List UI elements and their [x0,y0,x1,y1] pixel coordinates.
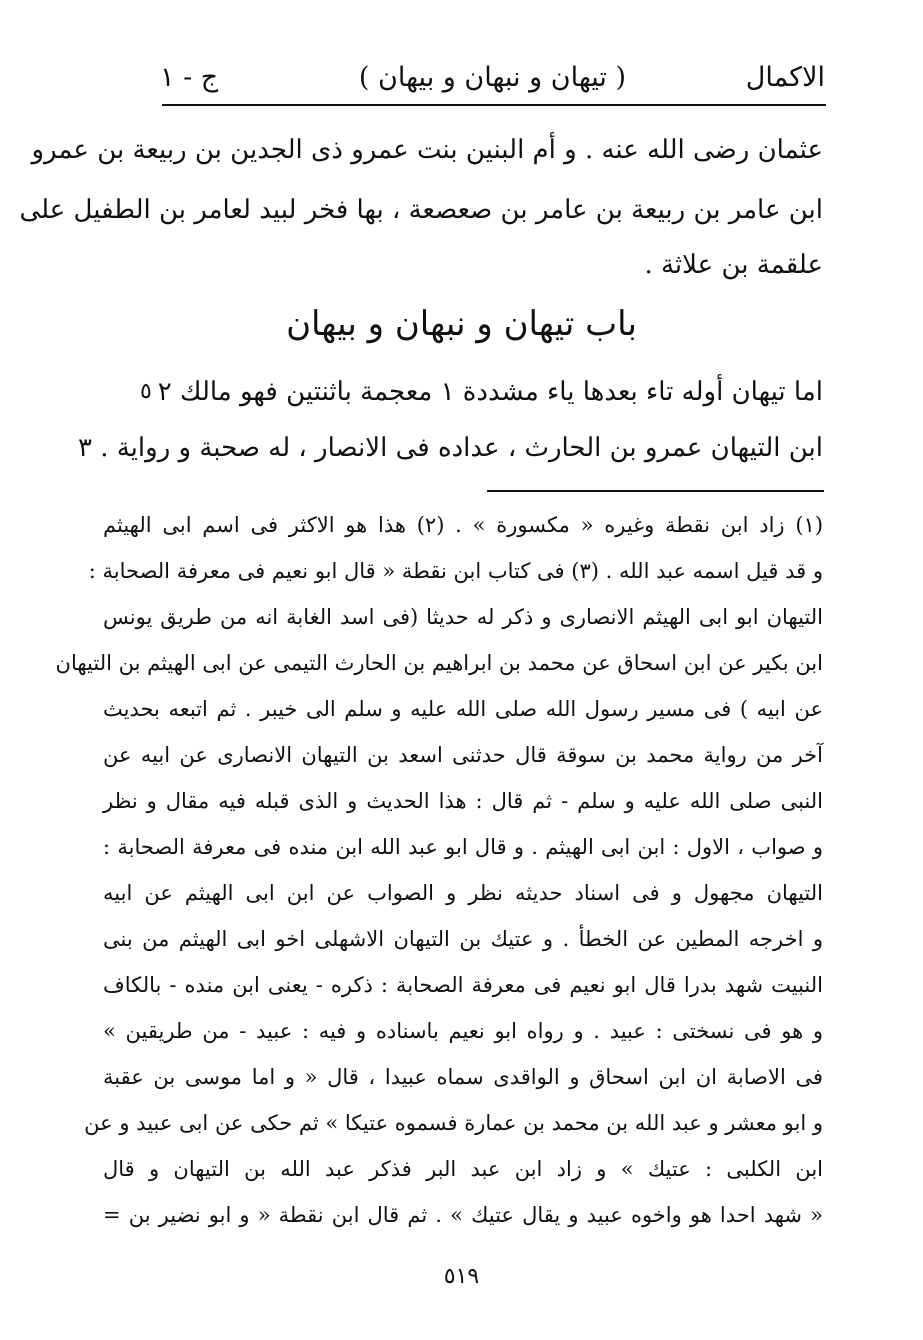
footnote-line: ابن الكلبى : عتيك » و زاد ابن عبد البر فذكر عبد الله بن التيهان و قال [103,1157,823,1181]
footnote-line: التيهان مجهول و فى اسناد حديثه نظر و الصواب عن ابن ابى الهيثم عن ابيه [103,881,823,905]
footnote-rule [487,490,824,492]
footnote-line: و صواب ، الاول : ابن ابى الهيثم . و قال ابو عبد الله ابن منده فى معرفة الصحابة : [103,835,823,859]
footnote-line: و قد قيل اسمه عبد الله . (٣) فى كتاب ابن نقطة « قال ابو نعيم فى معرفة الصحابة : [88,559,823,583]
footnote-line: (١) زاد ابن نقطة وغيره « مكسورة » . (٢) هذا هو الاكثر فى اسم ابى الهيثم [103,513,824,537]
footnote-line: النبى صلى الله عليه و سلم - ثم قال : هذا الحديث و الذى قبله فيه مقال و نظر [103,789,823,813]
footnote-line: آخر من رواية محمد بن سوقة قال حدثنى اسعد بن التيهان الانصارى عن ابيه عن [103,743,823,767]
footnote-line: « شهد احدا هو واخوه عبيد و يقال عتيك » . ثم قال ابن نقطة « و ابو نضير بن = [103,1203,823,1227]
footnote-line: ابن بكير عن ابن اسحاق عن محمد بن ابراهيم بن الحارث التيمى عن ابى الهيثم بن التيهان [55,651,823,675]
body-line: عثمان رضى الله عنه . و أم البنين بنت عمرو ذى الجدين بن ربيعة بن عمرو [31,135,823,165]
footnote-line: و هو فى نسختى : عبيد . و رواه ابو نعيم باسناده و فيه : عبيد - من طريقين » [103,1019,823,1043]
paragraph-number: ٥ [140,379,152,404]
body-line: ابن التيهان عمرو بن الحارث ، عداده فى الانصار ، له صحبة و رواية . ٣ [77,433,823,463]
chapter-heading: باب تيهان و نبهان و بيهان [286,304,637,344]
running-header [160,58,825,102]
book-title: الاكمال [745,62,825,93]
footnote-line: عن ابيه ) فى مسير رسول الله صلى الله عليه و سلم الى خيبر . ثم اتبعه بحديث [103,697,823,721]
footnote-line: فى الاصابة ان ابن اسحاق و الواقدى سماه عبيدا ، قال « و اما موسى بن عقبة [103,1065,823,1089]
footnote-line: التيهان ابو ابى الهيثم الانصارى و ذكر له حديثا (فى اسد الغابة انه من طريق يونس [103,605,823,629]
footnote-line: و ابو معشر و عبد الله بن محمد بن عمارة فسموه عتيكا » ثم حكى عن ابى عبيد و عن [84,1111,823,1135]
body-line: اما تيهان أوله تاء بعدها ياء مشددة ١ معجمة باثنتين فهو مالك ٢ [157,377,823,407]
footnote-line: النبيت شهد بدرا قال ابو نعيم فى معرفة الصحابة : ذكره - يعنى ابن منده - بالكاف [103,973,823,997]
header-rule [162,104,826,106]
body-line: علقمة بن علاثة . [644,250,823,280]
body-line: ابن عامر بن ربيعة بن عامر بن صعصعة ، بها فخر لبيد لعامر بن الطفيل على [19,195,823,225]
section-title: ( تيهان و نبهان و بيهان ) [358,62,627,93]
volume-label: ج - ١ [160,62,219,93]
page-number: ٥١٩ [443,1264,480,1289]
footnote-line: و اخرجه المطين عن الخطأ . و عتيك بن التيهان الاشهلى اخو ابى الهيثم من بنى [103,927,823,951]
